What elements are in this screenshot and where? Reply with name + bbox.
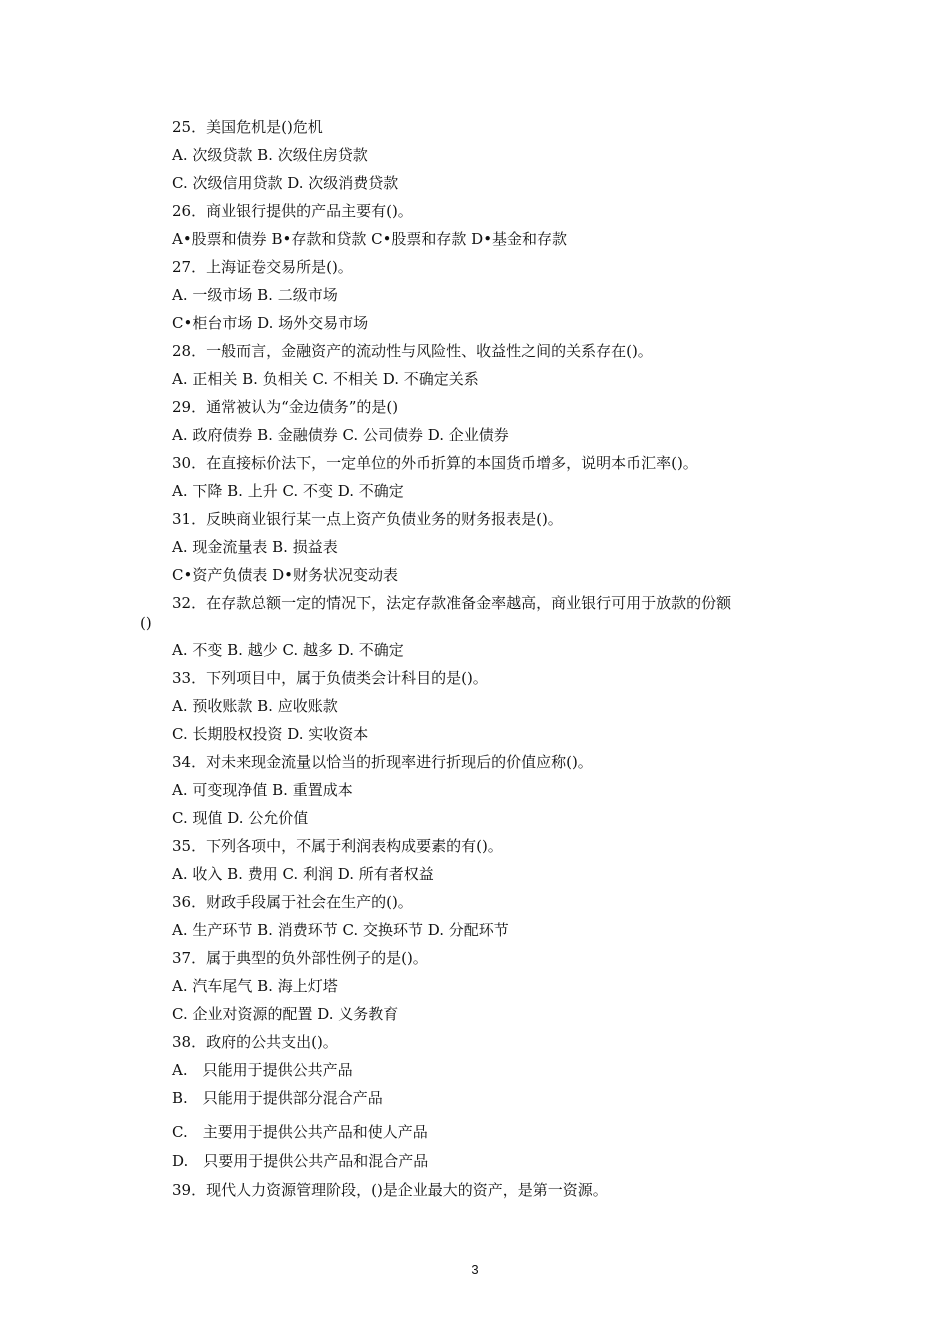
question-37-options-cd: C. 企业对资源的配置 D. 义务教育 — [172, 1005, 399, 1023]
question-31-options-cd: C•资产负债表 D•财务状况变动表 — [172, 566, 398, 584]
question-27: 27．上海证卷交易所是()。 — [172, 258, 353, 276]
question-26: 26．商业银行提供的产品主要有()。 — [172, 202, 413, 220]
question-37: 37．属于典型的负外部性例子的是()。 — [172, 949, 428, 967]
question-31: 31．反映商业银行某一点上资产负债业务的财务报表是()。 — [172, 510, 563, 528]
question-38-option-d: D. 只要用于提供公共产品和混合产品 — [172, 1152, 429, 1170]
question-30: 30．在直接标价法下，一定单位的外币折算的本国货币增多，说明本币汇率()。 — [172, 454, 698, 472]
question-34-options-cd: C. 现值 D. 公允价值 — [172, 809, 309, 827]
question-35: 35．下列各项中，不属于利润表构成要素的有()。 — [172, 837, 503, 855]
question-34-options-ab: A. 可变现净值 B. 重置成本 — [172, 781, 353, 799]
question-35-options: A. 收入 B. 费用 C. 利润 D. 所有者权益 — [172, 865, 434, 883]
question-38-option-a: A. 只能用于提供公共产品 — [172, 1061, 353, 1079]
question-38: 38．政府的公共支出()。 — [172, 1033, 338, 1051]
question-33-options-ab: A. 预收账款 B. 应收账款 — [172, 697, 338, 715]
question-34: 34．对未来现金流量以恰当的折现率进行折现后的价值应称()。 — [172, 753, 593, 771]
question-38-option-b: B. 只能用于提供部分混合产品 — [172, 1089, 383, 1107]
question-31-options-ab: A. 现金流量表 B. 损益表 — [172, 538, 338, 556]
question-33: 33．下列项目中，属于负债类会计科目的是()。 — [172, 669, 488, 687]
question-32-options: A. 不变 B. 越少 C. 越多 D. 不确定 — [172, 641, 404, 659]
page-number: 3 — [471, 1262, 479, 1277]
question-37-options-ab: A. 汽车尾气 B. 海上灯塔 — [172, 977, 338, 995]
question-28-options: A. 正相关 B. 负相关 C. 不相关 D. 不确定关系 — [172, 370, 479, 388]
question-27-options-cd: C•柜台市场 D. 场外交易市场 — [172, 314, 369, 332]
question-33-options-cd: C. 长期股权投资 D. 实收资本 — [172, 725, 369, 743]
question-25: 25．美国危机是()危机 — [172, 118, 323, 136]
question-36-options: A. 生产环节 B. 消费环节 C. 交换环节 D. 分配环节 — [172, 921, 509, 939]
question-36: 36．财政手段属于社会在生产的()。 — [172, 893, 413, 911]
question-25-options-cd: C. 次级信用贷款 D. 次级消费贷款 — [172, 174, 399, 192]
question-38-option-c: C. 主要用于提供公共产品和使人产品 — [172, 1123, 428, 1141]
question-39: 39．现代人力资源管理阶段，()是企业最大的资产，是第一资源。 — [172, 1181, 608, 1199]
question-29: 29．通常被认为“金边债务”的是() — [172, 398, 399, 416]
question-28: 28．一般而言，金融资产的流动性与风险性、收益性之间的关系存在()。 — [172, 342, 653, 360]
question-32: 32．在存款总额一定的情况下，法定存款准备金率越高，商业银行可用于放款的份额 — [172, 594, 732, 612]
question-32-continuation: () — [140, 614, 152, 632]
question-27-options-ab: A. 一级市场 B. 二级市场 — [172, 286, 338, 304]
question-25-options-ab: A. 次级贷款 B. 次级住房贷款 — [172, 146, 368, 164]
question-29-options: A. 政府债券 B. 金融债券 C. 公司债券 D. 企业债券 — [172, 426, 509, 444]
question-30-options: A. 下降 B. 上升 C. 不变 D. 不确定 — [172, 482, 404, 500]
question-26-options: A•股票和债券 B•存款和贷款 C•股票和存款 D•基金和存款 — [172, 230, 568, 248]
